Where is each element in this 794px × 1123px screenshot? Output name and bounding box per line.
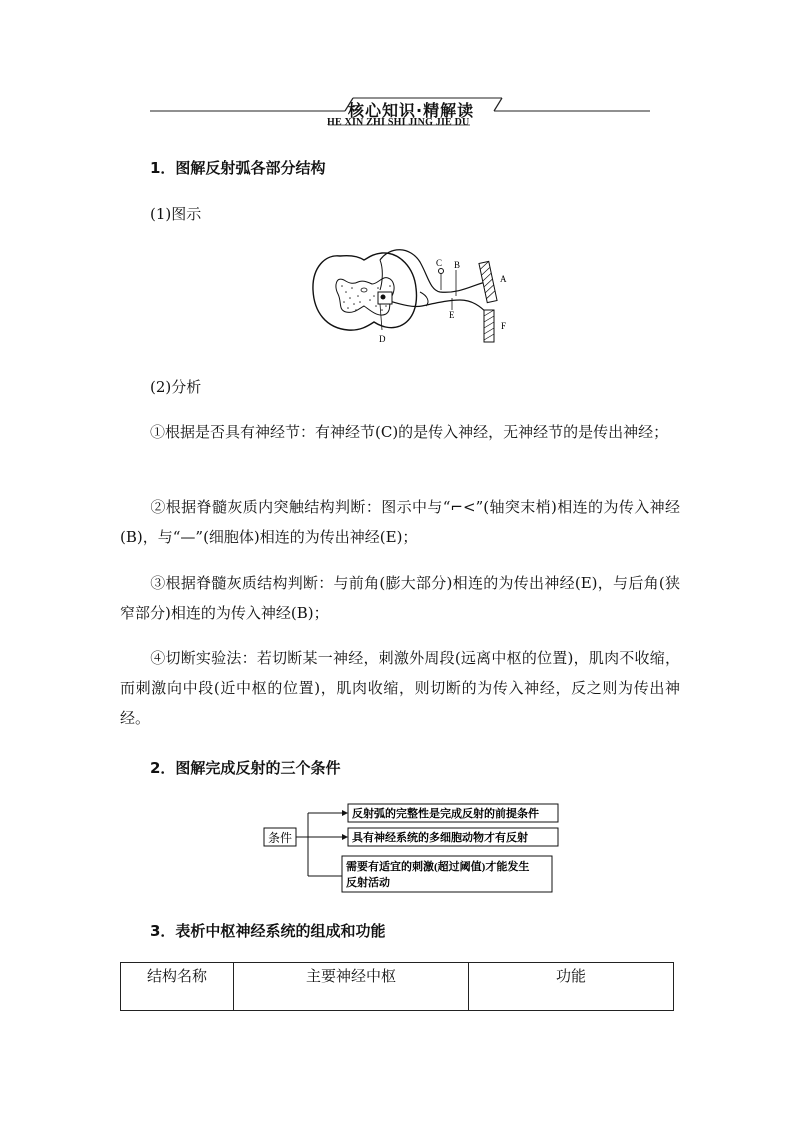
label-f: F xyxy=(501,321,507,331)
section-3-heading xyxy=(150,920,385,941)
condition-1-text: 反射弧的完整性是完成反射的前提条件 xyxy=(352,808,539,820)
section-1-heading xyxy=(150,157,325,178)
analysis-point-4-text: ④切断实验法：若切断某一神经，刺激外周段(远离中枢的位置)，肌肉不收缩，而刺激向中段(近中枢的位置)，肌肉收缩，则切断的为传入神经，反之则为传出神经。 xyxy=(120,649,680,727)
label-e: E xyxy=(449,310,455,320)
section-3-heading-text: 3．表析中枢神经系统的组成和功能 xyxy=(150,922,386,940)
analysis-point-2-text: ②根据脊髓灰质内突触结构判断：图示中与“⌐<”(轴突末梢)相连的为传入神经(B)，与“—”(细胞体)相连的为传出神经(E)； xyxy=(120,498,680,546)
conditions-diagram xyxy=(262,800,562,896)
analysis-point-1 xyxy=(120,417,680,447)
header-subtitle: HE XIN ZHI SHI JING JIE DU xyxy=(327,117,470,128)
table-header-center: 主要神经中枢 xyxy=(234,963,469,1011)
table-header-structure: 结构名称 xyxy=(121,963,234,1011)
table-header-row xyxy=(121,963,674,1011)
label-a: A xyxy=(500,274,507,284)
analysis-point-4 xyxy=(120,643,680,733)
condition-root-label: 条件 xyxy=(268,831,293,845)
condition-3-text-line2: 反射活动 xyxy=(346,877,390,889)
analysis-point-3 xyxy=(120,568,680,628)
ganglion-c xyxy=(439,269,444,274)
label-c: C xyxy=(436,258,443,268)
analysis-point-2 xyxy=(120,492,680,552)
label-d: D xyxy=(379,334,386,344)
analysis-caption: (2)分析 xyxy=(150,378,202,396)
condition-2-text: 具有神经系统的多细胞动物才有反射 xyxy=(352,832,528,844)
section-2-heading xyxy=(150,757,340,778)
label-b: B xyxy=(454,260,461,270)
cns-table xyxy=(120,962,674,1011)
figure-caption: (1)图示 xyxy=(150,205,202,223)
condition-3-text-line1: 需要有适宜的刺激(超过阈值)才能发生 xyxy=(346,861,530,873)
section-2-heading-text: 2．图解完成反射的三个条件 xyxy=(150,759,341,777)
receptor-a xyxy=(479,261,497,302)
effector-f xyxy=(484,310,494,342)
table-header-function: 功能 xyxy=(469,963,674,1011)
reflex-arc-diagram xyxy=(300,240,530,350)
header-title: 核心知识·精解读 xyxy=(348,101,475,120)
analysis-point-3-text: ③根据脊髓灰质结构判断：与前角(膨大部分)相连的为传出神经(E)，与后角(狭窄部分)相连的为传入神经(B)； xyxy=(120,574,680,622)
analysis-point-1-text: ①根据是否具有神经节：有神经节(C)的是传入神经，无神经节的是传出神经； xyxy=(150,423,669,441)
section-1-heading-text: 1．图解反射弧各部分结构 xyxy=(150,159,326,177)
